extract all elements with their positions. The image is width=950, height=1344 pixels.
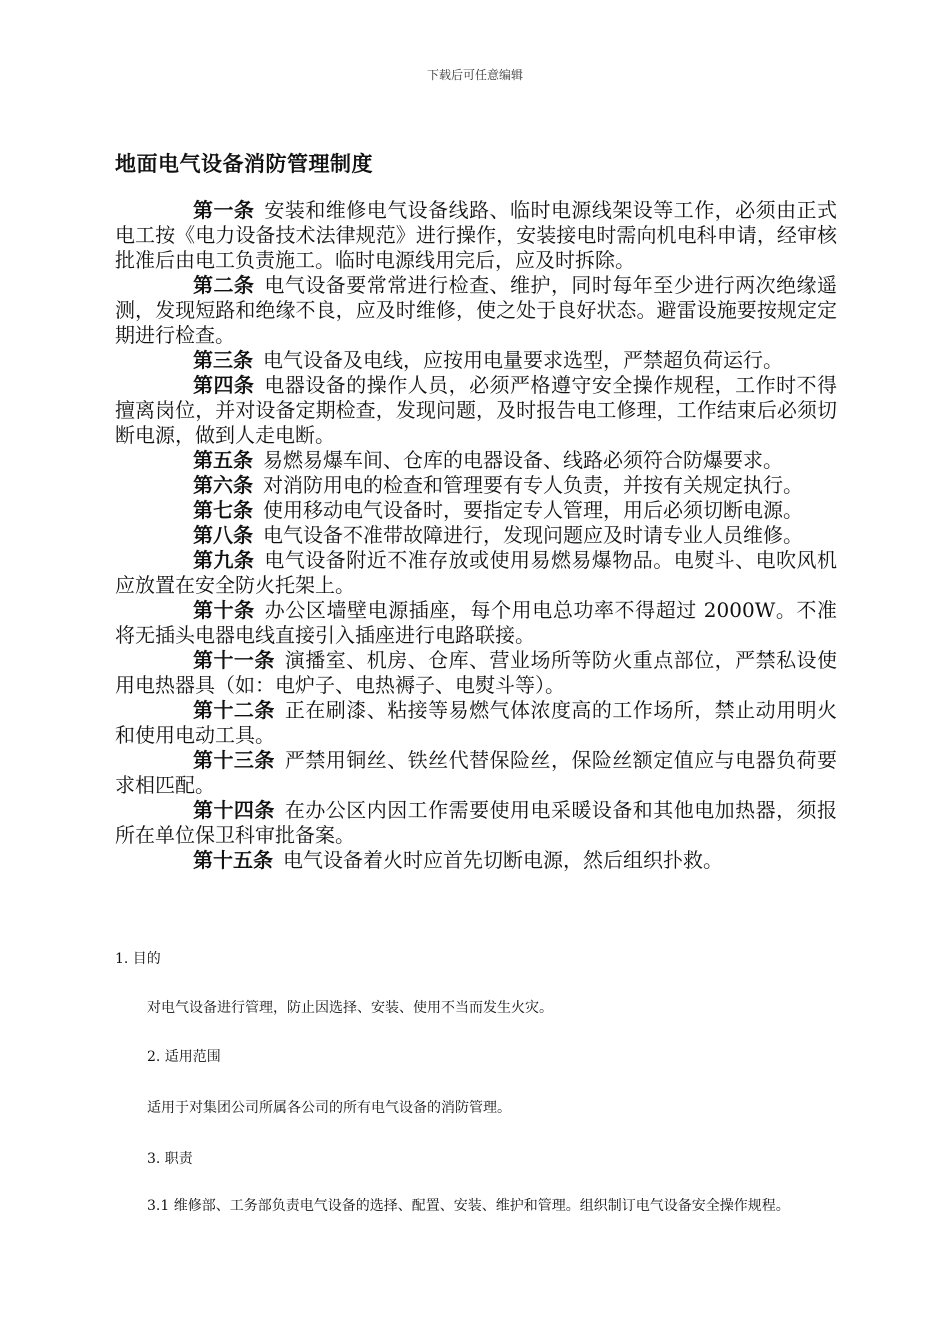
article-text: 在办公区内因工作需要使用电采暖设备和其他电加热器，须报所在单位保卫科审批备案。 [115, 798, 838, 847]
article-label: 第十二条 [193, 698, 275, 722]
article [115, 448, 837, 473]
article-label: 第七条 [193, 498, 253, 522]
article [115, 498, 837, 523]
article-label: 第十三条 [193, 748, 275, 772]
purpose-text: 对电气设备进行管理，防止因选择、安装、使用不当而发生火灾。 [147, 1000, 553, 1016]
article-label: 第八条 [193, 523, 253, 547]
article [115, 598, 837, 648]
article [115, 798, 837, 848]
article-label: 第一条 [193, 198, 255, 222]
article [115, 473, 837, 498]
scope-text: 适用于对集团公司所属各公司的所有电气设备的消防管理。 [147, 1100, 511, 1116]
article-text: 电器设备的操作人员，必须严格遵守安全操作规程，工作时不得擅离岗位，并对设备定期检查，发现问题，及时报告电工修理，工作结束后必须切断电源，做到人走电断。 [115, 373, 838, 447]
article-label: 第十一条 [193, 648, 275, 672]
article-label: 第十五条 [193, 848, 273, 872]
article-label: 第五条 [193, 448, 253, 472]
article [115, 548, 837, 598]
article-label: 第四条 [193, 373, 255, 397]
document-title: 地面电气设备消防管理制度 [115, 152, 373, 176]
article [115, 373, 837, 448]
article-text: 电气设备要常常进行检查、维护，同时每年至少进行两次绝缘遥测，发现短路和绝缘不良，应及时维修，使之处于良好状态。避雷设施要按规定定期进行检查。 [115, 273, 838, 347]
article-text: 对消防用电的检查和管理要有专人负责，并按有关规定执行。 [263, 473, 803, 497]
article-text: 使用移动电气设备时，要指定专人管理，用后必须切断电源。 [263, 498, 803, 522]
article [115, 198, 837, 273]
purpose-heading: 1. 目的 [115, 951, 161, 967]
article-text: 演播室、机房、仓库、营业场所等防火重点部位，严禁私设使用电热器具（如：电炉子、电热褥子、电熨斗等）。 [115, 648, 838, 697]
article [115, 648, 837, 698]
article-label: 第六条 [193, 473, 253, 497]
duty-heading: 3. 职责 [147, 1151, 193, 1167]
article [115, 348, 837, 373]
article-list [115, 198, 837, 873]
article-label: 第十条 [193, 598, 255, 622]
page-header: 下载后可任意编辑 [426, 68, 523, 82]
article-text: 严禁用铜丝、铁丝代替保险丝，保险丝额定值应与电器负荷要求相匹配。 [115, 748, 838, 797]
article-text: 易燃易爆车间、仓库的电器设备、线路必须符合防爆要求。 [263, 448, 783, 472]
scope-heading: 2. 适用范围 [147, 1049, 221, 1065]
article-label: 第二条 [193, 273, 255, 297]
article [115, 523, 837, 548]
article-text: 电气设备及电线，应按用电量要求选型，严禁超负荷运行。 [263, 348, 783, 372]
article-text: 办公区墙壁电源插座，每个用电总功率不得超过 2000W。不准将无插头电器电线直接引入插座进行电路联接。 [115, 598, 837, 647]
article [115, 848, 837, 873]
article-label: 第十四条 [193, 798, 275, 822]
article-label: 第九条 [193, 548, 255, 572]
article-text: 正在刷漆、粘接等易燃气体浓度高的工作场所，禁止动用明火和使用电动工具。 [115, 698, 838, 747]
article-text: 电气设备着火时应首先切断电源，然后组织扑救。 [283, 848, 723, 872]
article [115, 273, 837, 348]
article-label: 第三条 [193, 348, 253, 372]
article-text: 电气设备不准带故障进行，发现问题应及时请专业人员维修。 [263, 523, 803, 547]
article-text: 电气设备附近不准存放或使用易燃易爆物品。电熨斗、电吹风机应放置在安全防火托架上。 [115, 548, 838, 597]
article [115, 748, 837, 798]
article [115, 698, 837, 748]
duty-item-3-1: 3.1 维修部、工务部负责电气设备的选择、配置、安装、维护和管理。组织制订电气设备安全操作规程。 [147, 1198, 790, 1214]
article-text: 安装和维修电气设备线路、临时电源线架设等工作，必须由正式电工按《电力设备技术法律规范》进行操作，安装接电时需向机电科申请，经审核批准后由电工负责施工。临时电源线用完后，应及时拆除。 [115, 198, 838, 272]
